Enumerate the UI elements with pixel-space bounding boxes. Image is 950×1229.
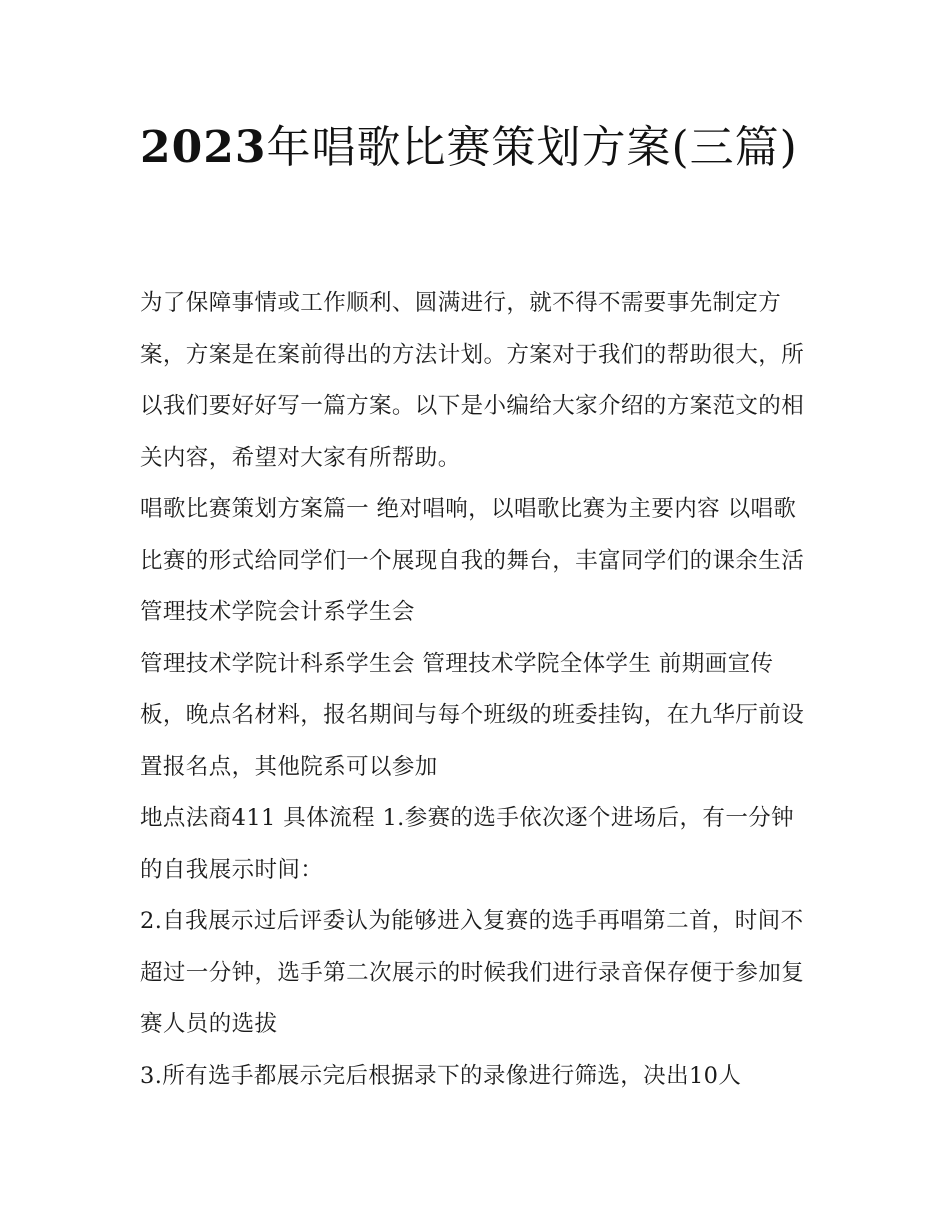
paragraph-venue-flow: 地点法商411 具体流程 1.参赛的选手依次逐个进场后，有一分钟的自我展示时间： — [140, 805, 795, 883]
document-title — [140, 114, 820, 182]
paragraph-step-three: 3.所有选手都展示完后根据录下的录像进行筛选，决出10人 — [140, 1062, 742, 1089]
paragraph-intro: 为了保障事情或工作顺利、圆满进行，就不得不需要事先制定方案，方案是在案前得出的方法计划。方案对于我们的帮助很大，所以我们要好好写一篇方案。以下是小编给大家介绍的方案范文的相关内容，希望对大家有所帮助。 — [140, 290, 805, 471]
title-year: 2023 — [140, 122, 267, 173]
paragraph-step-two: 2.自我展示过后评委认为能够进入复赛的选手再唱第二首，时间不超过一分钟，选手第二次展示的时候我们进行录音保存便于参加复赛人员的选拔 — [140, 908, 805, 1037]
paragraph-organizers: 管理技术学院计科系学生会 管理技术学院全体学生 前期画宣传板，晚点名材料，报名期间与每个班级的班委挂钩，在九华厅前设置报名点，其他院系可以参加 — [140, 650, 805, 780]
title-text: 年唱歌比赛策划方案(三篇) — [266, 122, 798, 173]
document-body — [140, 278, 816, 1102]
paragraph-plan-one: 唱歌比赛策划方案篇一 绝对唱响，以唱歌比赛为主要内容 以唱歌比赛的形式给同学们一个展现自我的舞台，丰富同学们的课余生活 管理技术学院会计系学生会 — [140, 496, 805, 625]
